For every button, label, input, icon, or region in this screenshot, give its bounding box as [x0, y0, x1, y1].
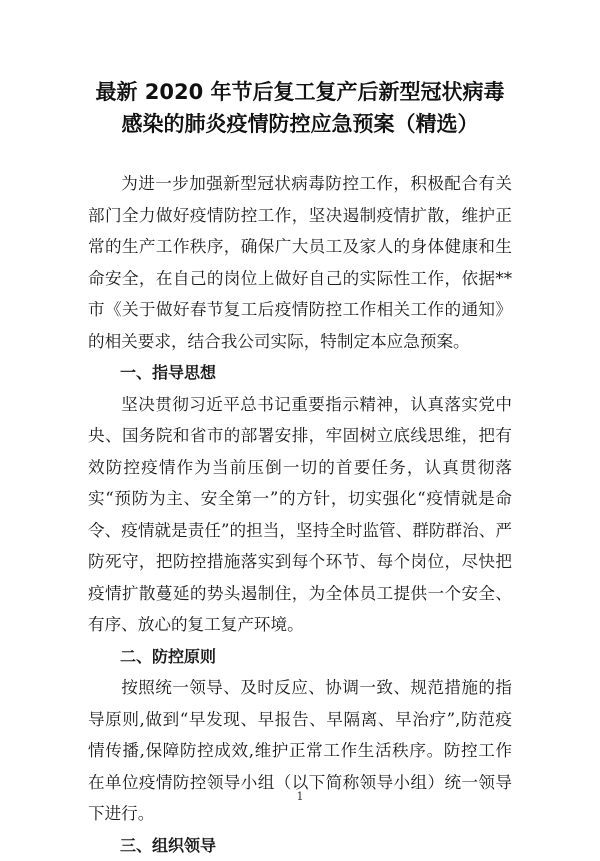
section-heading-principles: 二、防控原则 — [88, 641, 512, 673]
document-title — [70, 76, 530, 140]
page-number: 1 — [0, 790, 600, 803]
section-heading-organization: 三、组织领导 — [88, 830, 512, 861]
section-paragraph-principles: 按照统一领导、及时反应、协调一致、规范措施的指导原则,做到“早发现、早报告、早隔离、早治疗”,防范疫情传播,保障防控成效,维护正常工作生活秩序。防控工作在单位疫情防控领导小组（以下简称领导小组）统一领导下进行。 — [88, 672, 512, 830]
section-paragraph-guiding-ideology: 坚决贯彻习近平总书记重要指示精神，认真落实党中央、国务院和省市的部署安排，牢固树立底线思维，把有效防控疫情作为当前压倒一切的首要任务，认真贯彻落实“预防为主、安全第一”的方针，切实强化“疫情就是命令、疫情就是责任”的担当，坚持全时监管、群防群治、严防死守，把防控措施落实到每个环节、每个岗位，尽快把疫情扩散蔓延的势头遏制住，为全体员工提供一个安全、有序、放心的复工复产环境。 — [88, 389, 512, 641]
document-body — [88, 168, 512, 861]
title-line-2: 感染的肺炎疫情防控应急预案（精选） — [70, 108, 530, 140]
intro-paragraph: 为进一步加强新型冠状病毒防控工作，积极配合有关部门全力做好疫情防控工作，坚决遏制疫情扩散，维护正常的生产工作秩序，确保广大员工及家人的身体健康和生命安全，在自己的岗位上做好自己的实际性工作，依据**市《关于做好春节复工后疫情防控工作相关工作的通知》的相关要求，结合我公司实际，特制定本应急预案。 — [88, 168, 512, 357]
title-line-1: 最新 2020 年节后复工复产后新型冠状病毒 — [70, 76, 530, 108]
section-heading-guiding-ideology: 一、指导思想 — [88, 357, 512, 389]
